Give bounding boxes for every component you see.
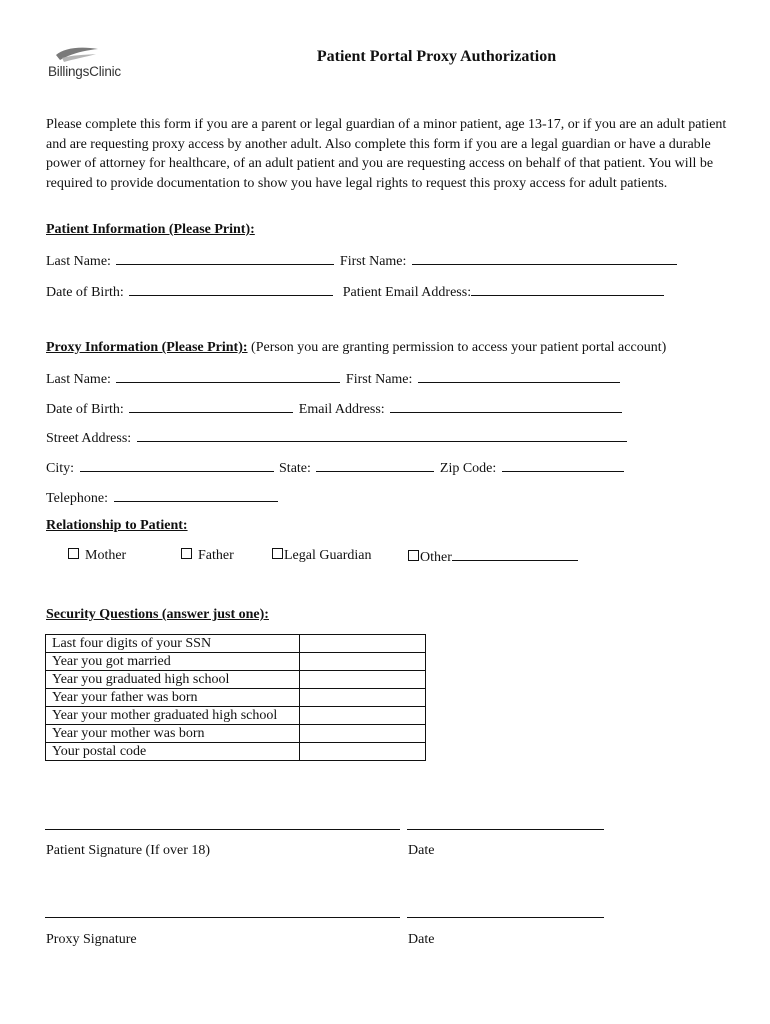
security-answer-cell[interactable] — [300, 743, 426, 761]
proxy-telephone-row — [46, 489, 280, 507]
logo-text: BillingsClinic — [48, 64, 121, 79]
security-answer-cell[interactable] — [300, 707, 426, 725]
proxy-street-label: Street Address: — [46, 431, 132, 446]
patient-signature-line[interactable] — [45, 829, 400, 830]
proxy-first-name-field[interactable] — [418, 370, 620, 383]
proxy-first-name-label: First Name: — [345, 372, 413, 387]
security-question-row — [46, 671, 426, 689]
security-question-text: Year you graduated high school — [46, 671, 300, 689]
proxy-dob-field[interactable] — [129, 400, 293, 413]
proxy-signature-line[interactable] — [45, 917, 400, 918]
security-question-row — [46, 635, 426, 653]
security-answer-cell[interactable] — [300, 725, 426, 743]
proxy-date-label: Date — [408, 932, 435, 947]
patient-email-field[interactable] — [471, 283, 664, 296]
security-question-text: Last four digits of your SSN — [46, 635, 300, 653]
proxy-dob-label: Date of Birth: — [46, 402, 124, 417]
father-label: Father — [198, 548, 234, 563]
security-question-row — [46, 653, 426, 671]
intro-paragraph: Please complete this form if you are a parent or legal guardian of a minor patient, age 13-17, or if you are an adult patient and are requesting proxy access by another adult. Also complete this form if you are a legal guardian or have a durable power of attorney for healthcare, of an adult patient and you are requesting access on behalf of that patient. You will be required to provide documentation to show you have legal rights to request this proxy access for adult patients. — [46, 117, 727, 191]
mother-label: Mother — [85, 548, 127, 563]
proxy-name-row — [46, 370, 622, 388]
security-question-row — [46, 725, 426, 743]
proxy-street-row — [46, 429, 629, 447]
legal-guardian-checkbox[interactable] — [272, 548, 283, 559]
proxy-info-note: (Person you are granting permission to access your patient portal account) — [247, 340, 667, 355]
relationship-heading: Relationship to Patient: — [46, 518, 188, 533]
proxy-date-line[interactable] — [407, 917, 604, 918]
proxy-city-row — [46, 459, 626, 477]
proxy-email-label: Email Address: — [298, 402, 385, 417]
patient-dob-label: Date of Birth: — [46, 285, 124, 300]
proxy-last-name-field[interactable] — [116, 370, 340, 383]
security-question-text: Year your father was born — [46, 689, 300, 707]
proxy-zip-label: Zip Code: — [439, 461, 497, 476]
relationship-option-father[interactable] — [181, 548, 234, 564]
patient-email-label: Patient Email Address: — [342, 285, 472, 300]
proxy-state-label: State: — [279, 461, 311, 476]
proxy-info-heading: Proxy Information (Please Print): — [46, 340, 248, 355]
patient-last-name-label: Last Name: — [46, 254, 111, 269]
relationship-option-legal-guardian[interactable] — [272, 548, 371, 564]
proxy-city-field[interactable] — [80, 459, 274, 472]
father-checkbox[interactable] — [181, 548, 192, 559]
proxy-email-field[interactable] — [390, 400, 622, 413]
other-checkbox[interactable] — [408, 550, 419, 561]
proxy-signature-label: Proxy Signature — [46, 932, 137, 947]
patient-name-row — [46, 252, 679, 270]
security-heading: Security Questions (answer just one): — [46, 607, 269, 622]
security-questions-table — [45, 634, 426, 761]
patient-info-heading: Patient Information (Please Print): — [46, 222, 255, 237]
patient-date-line[interactable] — [407, 829, 604, 830]
other-field[interactable] — [452, 548, 578, 561]
proxy-telephone-field[interactable] — [114, 489, 278, 502]
page-title: Patient Portal Proxy Authorization — [316, 48, 557, 65]
security-question-row — [46, 689, 426, 707]
patient-first-name-field[interactable] — [412, 252, 677, 265]
proxy-state-field[interactable] — [316, 459, 434, 472]
security-question-text: Year you got married — [46, 653, 300, 671]
patient-dob-field[interactable] — [129, 283, 333, 296]
proxy-info-heading-row — [46, 340, 666, 356]
security-question-row — [46, 743, 426, 761]
patient-date-label: Date — [408, 843, 435, 858]
security-answer-cell[interactable] — [300, 689, 426, 707]
proxy-last-name-label: Last Name: — [46, 372, 111, 387]
patient-dob-row — [46, 283, 666, 301]
proxy-street-field[interactable] — [137, 429, 627, 442]
other-label: Other — [420, 550, 452, 565]
legal-guardian-label: Legal Guardian — [284, 548, 372, 563]
patient-last-name-field[interactable] — [116, 252, 334, 265]
security-answer-cell[interactable] — [300, 653, 426, 671]
relationship-option-mother[interactable] — [68, 548, 126, 564]
proxy-city-label: City: — [46, 461, 75, 476]
security-question-row — [46, 707, 426, 725]
security-answer-cell[interactable] — [300, 671, 426, 689]
patient-first-name-label: First Name: — [339, 254, 407, 269]
security-question-text: Year your mother was born — [46, 725, 300, 743]
patient-signature-label: Patient Signature (If over 18) — [46, 843, 211, 858]
proxy-telephone-label: Telephone: — [46, 491, 108, 506]
proxy-dob-row — [46, 400, 624, 418]
proxy-zip-field[interactable] — [502, 459, 624, 472]
security-question-text: Year your mother graduated high school — [46, 707, 300, 725]
security-question-text: Your postal code — [46, 743, 300, 761]
relationship-option-other[interactable] — [408, 548, 580, 566]
mother-checkbox[interactable] — [68, 548, 79, 559]
security-answer-cell[interactable] — [300, 635, 426, 653]
